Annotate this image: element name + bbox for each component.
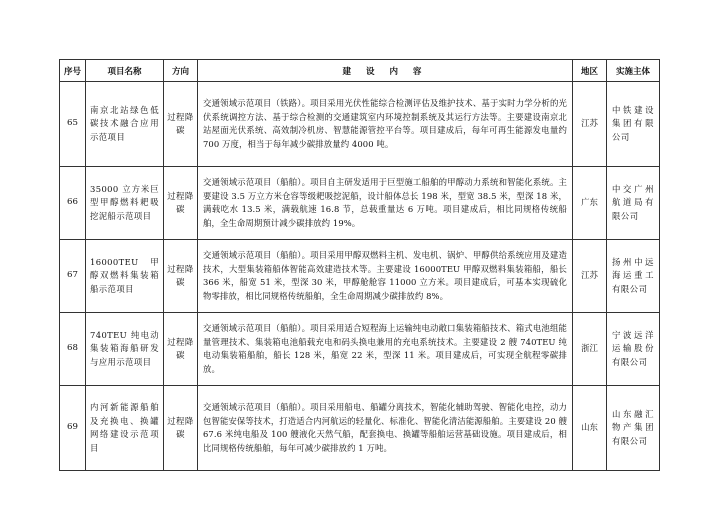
row-no: 65 xyxy=(60,82,86,167)
row-direction: 过程降碳 xyxy=(164,313,198,386)
row-content: 交通领域示范项目（船舶）。项目采用甲醇双燃料主机、发电机、锅炉、甲醇供给系统应用及建造技术，大型集装箱船体智能高效建造技术等。主要建设 16000TEU 甲醇双燃料集装箱船，船长 366 米，船宽 51 米，型深 30 米，甲醇舱舱容 11000 立方米。项目建成后，可基本实现硫化物零排放，相比同规格传统船舶，全生命周期减少碳排放约 8%。 xyxy=(198,240,573,313)
row-region: 广东 xyxy=(573,167,607,240)
row-org: 山东融汇物产集团有限公司 xyxy=(607,386,660,471)
row-org: 宁波远洋运输股份有限公司 xyxy=(607,313,660,386)
table-row xyxy=(60,313,660,386)
header-content: 建 设 内 容 xyxy=(198,60,573,82)
header-name: 项目名称 xyxy=(86,60,164,82)
row-direction: 过程降碳 xyxy=(164,167,198,240)
row-content: 交通领域示范项目（船舶）。项目采用适合短程海上运输纯电动敞口集装箱船技术、箱式电池组能量管理技术、集装箱电池船载充电和码头换电兼用的充电系统技术。主要建设 2 艘 740TEU 纯电动集装箱船舶，船长 128 米，船宽 22 米，型深 11 米。项目建成后，可实现全航程零碳排放。 xyxy=(198,313,573,386)
header-direction: 方向 xyxy=(164,60,198,82)
row-region: 江苏 xyxy=(573,240,607,313)
row-no: 66 xyxy=(60,167,86,240)
header-org: 实施主体 xyxy=(607,60,660,82)
row-content: 交通领域示范项目（船舶）。项目采用船电、船罐分离技术，智能化辅助驾驶、智能化电控，动力包智能安保等技术，打造适合内河航运的轻量化、标准化、智能化清洁能源船舶。主要建设 20 艘 67.6 米纯电船及 100 艘液化天然气船，配套换电、换罐等船舶运营基础设施。项目建成后，相比同规格传统船舶，每年可减少碳排放约 1 万吨。 xyxy=(198,386,573,471)
row-org: 中铁建设集团有限公司 xyxy=(607,82,660,167)
row-direction: 过程降碳 xyxy=(164,240,198,313)
row-content: 交通领域示范项目（铁路）。项目采用光伏性能综合检测评估及维护技术、基于实时力学分析的光伏系统调控方法、基于综合检测的交通建筑室内环境控制系统及其运行方法等。主要建设南京北站屋面光伏系统、高效制冷机房、智慧能源管控平台等。项目建成后，每年可再生能源发电量约 700 万度，相当于每年减少碳排放量约 4000 吨。 xyxy=(198,82,573,167)
row-org: 中交广州航道局有限公司 xyxy=(607,167,660,240)
row-name: 35000 立方米巨型甲醇燃料耙吸挖泥船示范项目 xyxy=(86,167,164,240)
row-region: 浙江 xyxy=(573,313,607,386)
table-row xyxy=(60,386,660,471)
table-header-row xyxy=(60,60,660,82)
row-region: 山东 xyxy=(573,386,607,471)
row-no: 67 xyxy=(60,240,86,313)
row-region: 江苏 xyxy=(573,82,607,167)
table-row xyxy=(60,82,660,167)
row-direction: 过程降碳 xyxy=(164,386,198,471)
row-name: 南京北站绿色低碳技术融合应用示范项目 xyxy=(86,82,164,167)
header-region: 地区 xyxy=(573,60,607,82)
row-no: 69 xyxy=(60,386,86,471)
table-row xyxy=(60,240,660,313)
projects-table xyxy=(59,59,660,471)
header-no: 序号 xyxy=(60,60,86,82)
table-row xyxy=(60,167,660,240)
row-no: 68 xyxy=(60,313,86,386)
row-direction: 过程降碳 xyxy=(164,82,198,167)
row-name: 16000TEU 甲醇双燃料集装箱船示范项目 xyxy=(86,240,164,313)
row-org: 扬州中远海运重工有限公司 xyxy=(607,240,660,313)
row-name: 内河新能源船舶及充换电、换罐网络建设示范项目 xyxy=(86,386,164,471)
row-content: 交通领域示范项目（船舶）。项目自主研发适用于巨型施工船舶的甲醇动力系统和智能化系统。主要建设 3.5 万立方米仓容等级耙吸挖泥船，设计船体总长 198 米，型宽 38.5 米，型深 18 米，满载吃水 13.5 米，满载航速 16.8 节，总载重量达 6 万吨。项目建成后，相比同规格传统船舶，全生命周期预计减少碳排放约 19%。 xyxy=(198,167,573,240)
row-name: 740TEU 纯电动集装箱海船研发与应用示范项目 xyxy=(86,313,164,386)
